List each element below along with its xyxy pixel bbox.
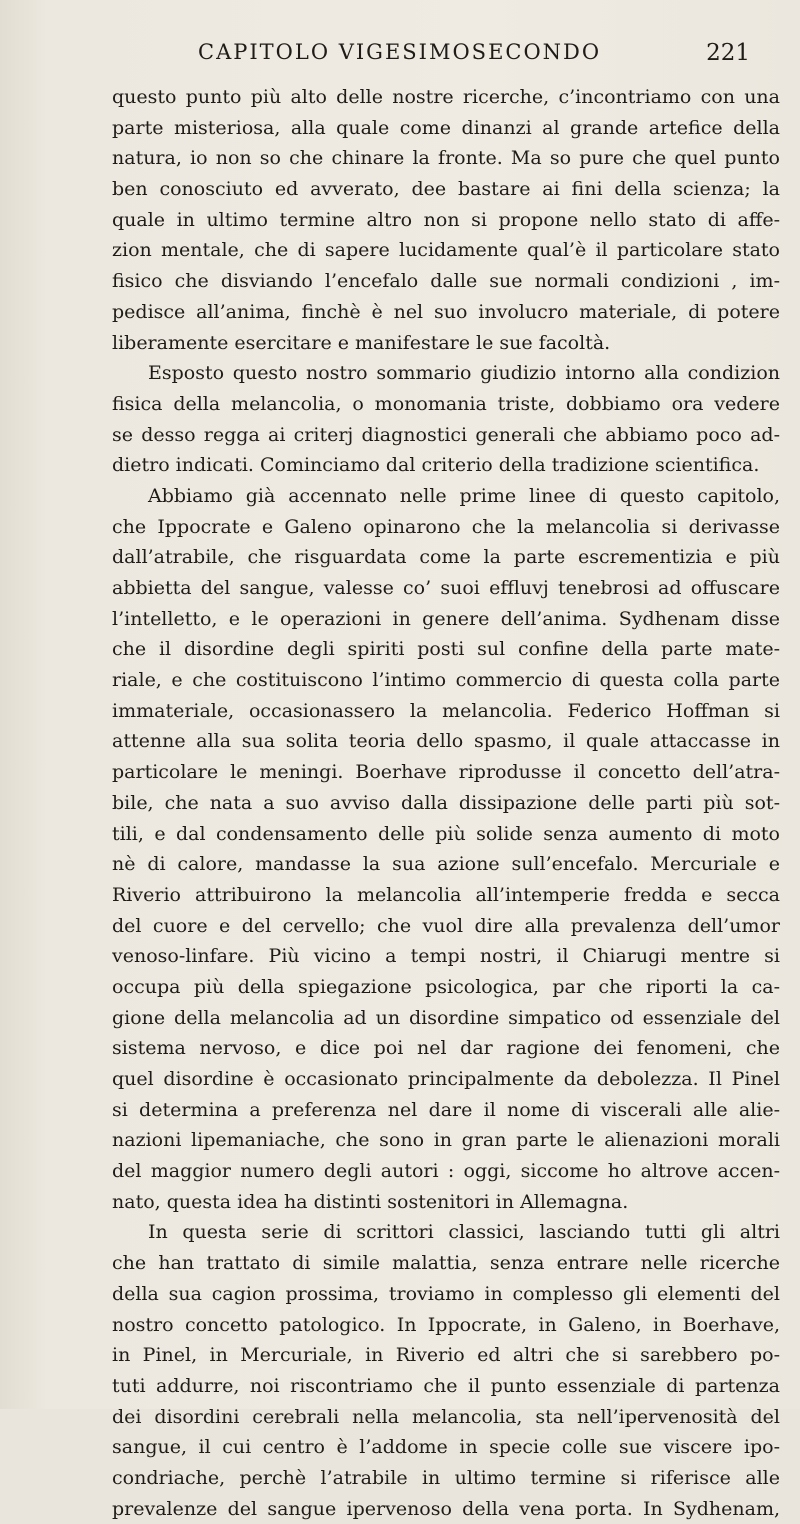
text-line: sangue, il cui centro è l’addome in specie colle sue viscere ipo- bbox=[112, 1436, 780, 1459]
text-line: l’intelletto, e le operazioni in genere dell’anima. Sydhenam disse bbox=[112, 607, 780, 630]
text-line: attenne alla sua solita teoria dello spasmo, il quale attaccasse in bbox=[112, 730, 780, 753]
text-line: tili, e dal condensamento delle più solide senza aumento di moto bbox=[112, 822, 780, 845]
text-line: fisico che disviando l’encefalo dalle sue normali condizioni , im- bbox=[112, 270, 780, 293]
text-line: occupa più della spiegazione psicologica, par che riporti la ca- bbox=[112, 975, 780, 998]
text-line: sistema nervoso, e dice poi nel dar ragione dei fenomeni, che bbox=[112, 1037, 780, 1060]
text-line: del cuore e del cervello; che vuol dire alla prevalenza dell’umor bbox=[112, 914, 780, 937]
text-line: zion mentale, che di sapere lucidamente qual’è il particolare stato bbox=[112, 239, 780, 262]
page-header bbox=[112, 40, 764, 74]
text-line: questo punto più alto delle nostre ricerche, c’incontriamo con una bbox=[112, 86, 780, 108]
running-title: CAPITOLO VIGESIMOSECONDO bbox=[198, 40, 602, 64]
paragraph-end-line: dietro indicati. Cominciamo dal criterio della tradizione scientifica. bbox=[112, 454, 760, 477]
paragraph-start-line: Abbiamo già accennato nelle prime linee di questo capitolo, bbox=[148, 484, 780, 507]
paragraph-start-line: In questa serie di scrittori classici, lasciando tutti gli altri bbox=[148, 1221, 780, 1244]
text-line: gione della melancolia ad un disordine simpatico od essenziale del bbox=[112, 1006, 780, 1029]
text-line: nostro concetto patologico. In Ippocrate, in Galeno, in Boerhave, bbox=[112, 1313, 780, 1336]
text-line: tuti addurre, noi riscontriamo che il punto essenziale di partenza bbox=[112, 1374, 780, 1397]
text-line: che han trattato di simile malattia, senza entrare nelle ricerche bbox=[112, 1252, 780, 1275]
text-line: nè di calore, mandasse la sua azione sull’encefalo. Mercuriale e bbox=[112, 853, 780, 876]
page-number: 221 bbox=[706, 40, 750, 66]
paragraph-start-line: Esposto questo nostro sommario giudizio intorno alla condizion bbox=[148, 362, 780, 385]
text-line: fisica della melancolia, o monomania triste, dobbiamo ora vedere bbox=[112, 392, 780, 415]
paragraph-end-line: nato, questa idea ha distinti sostenitori in Allemagna. bbox=[112, 1190, 629, 1213]
text-line: parte misteriosa, alla quale come dinanzi al grande artefice della bbox=[112, 116, 780, 139]
text-line: immateriale, occasionassero la melancolia. Federico Hoffman si bbox=[112, 699, 780, 722]
text-line: si determina a preferenza nel dare il nome di viscerali alle alie- bbox=[112, 1098, 780, 1121]
text-line: nazioni lipemaniache, che sono in gran parte le alienazioni morali bbox=[112, 1129, 780, 1152]
text-line: particolare le meningi. Boerhave riprodusse il concetto dell’atra- bbox=[112, 761, 780, 784]
text-line: del maggior numero degli autori : oggi, siccome ho altrove accen- bbox=[112, 1160, 780, 1183]
text-line: bile, che nata a suo avviso dalla dissipazione delle parti più sot- bbox=[112, 791, 780, 814]
text-line: dall’atrabile, che risguardata come la parte escrementizia e più bbox=[112, 546, 780, 569]
text-line: venoso-linfare. Più vicino a tempi nostri, il Chiarugi mentre si bbox=[112, 945, 780, 968]
text-line: ben conosciuto ed avverato, dee bastare ai fini della scienza; la bbox=[112, 178, 780, 201]
text-line: della sua cagion prossima, troviamo in complesso gli elementi del bbox=[112, 1282, 780, 1305]
text-line: se desso regga ai criterj diagnostici generali che abbiamo poco ad- bbox=[112, 423, 780, 446]
paragraph-end-line: liberamente esercitare e manifestare le sue facoltà. bbox=[112, 331, 611, 354]
text-line: pedisce all’anima, finchè è nel suo involucro materiale, di potere bbox=[112, 300, 780, 323]
text-line: prevalenze del sangue ipervenoso della vena porta. In Sydhenam, bbox=[112, 1497, 780, 1520]
text-line: condriache, perchè l’atrabile in ultimo termine si riferisce alle bbox=[112, 1466, 780, 1489]
text-line: che il disordine degli spiriti posti sul confine della parte mate- bbox=[112, 638, 780, 661]
text-line: quel disordine è occasionato principalmente da debolezza. Il Pinel bbox=[112, 1068, 780, 1090]
text-line: abbietta del sangue, valesse co’ suoi effluvj tenebrosi ad offuscare bbox=[112, 577, 780, 599]
text-line: Riverio attribuirono la melancolia all’intemperie fredda e secca bbox=[112, 883, 780, 906]
text-line: riale, e che costituiscono l’intimo commercio di questa colla parte bbox=[112, 669, 780, 692]
text-line: in Pinel, in Mercuriale, in Riverio ed altri che si sarebbero po- bbox=[112, 1344, 780, 1367]
text-line: natura, io non so che chinare la fronte. Ma so pure che quel punto bbox=[112, 147, 780, 170]
page-body bbox=[112, 82, 780, 1524]
text-line: che Ippocrate e Galeno opinarono che la melancolia si derivasse bbox=[112, 515, 780, 538]
text-line: dei disordini cerebrali nella melancolia, sta nell’ipervenosità del bbox=[112, 1405, 780, 1428]
text-line: quale in ultimo termine altro non si propone nello stato di affe- bbox=[112, 208, 780, 231]
